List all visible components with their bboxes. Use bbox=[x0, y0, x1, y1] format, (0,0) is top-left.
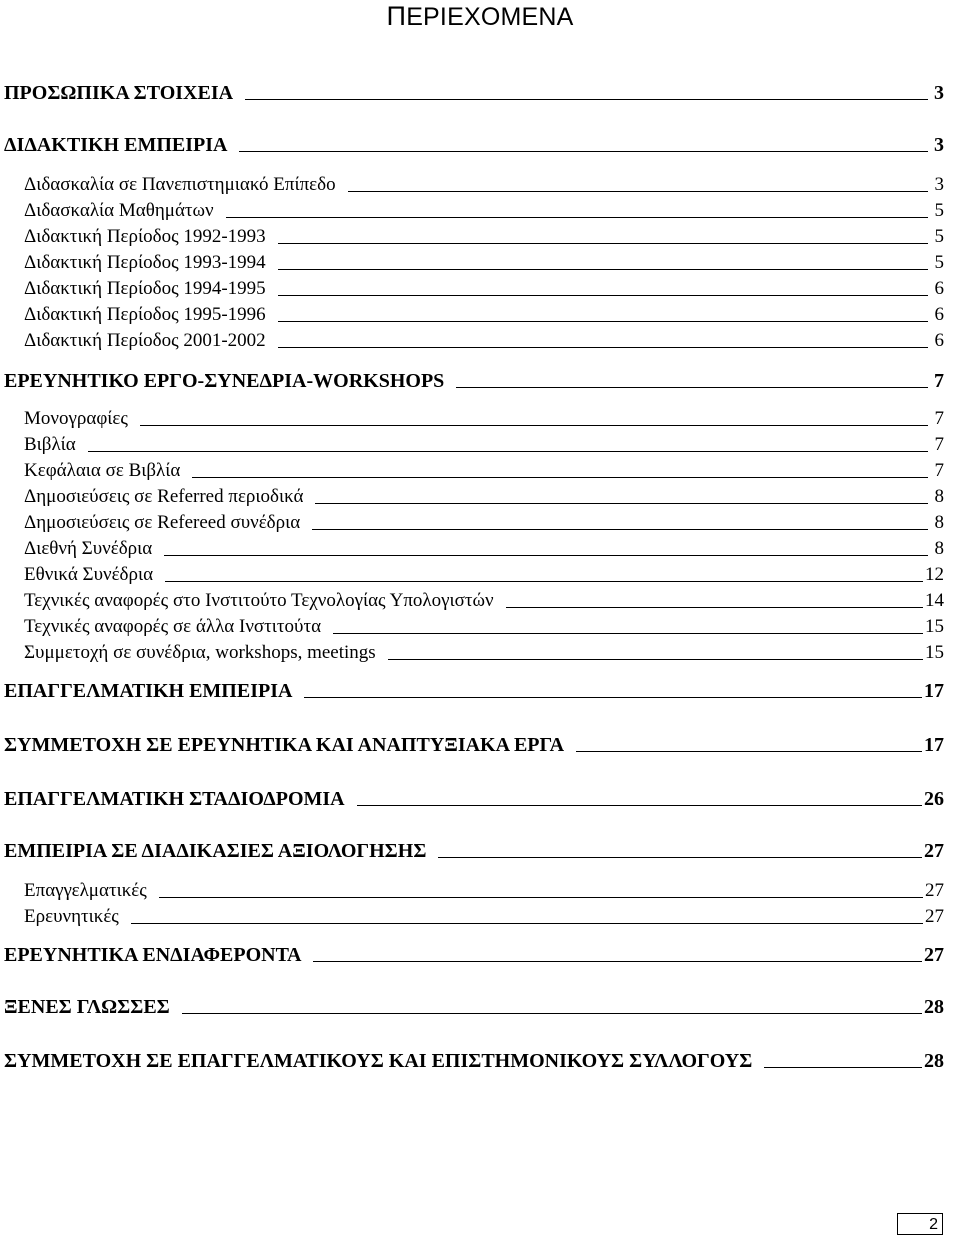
toc-leader-line bbox=[131, 923, 923, 924]
toc-entry-label: ΕΡΕΥΝΗΤΙΚΟ ΕΡΓΟ-ΣΥΝΕΔΡΙΑ-WORKSHOPS bbox=[4, 370, 445, 392]
toc-leader-line bbox=[140, 425, 928, 426]
toc-leader-line bbox=[88, 451, 928, 452]
toc-heading-entry[interactable] bbox=[4, 734, 944, 756]
toc-subentry[interactable] bbox=[24, 460, 944, 482]
toc-subentry[interactable] bbox=[24, 200, 944, 222]
toc-heading-entry[interactable] bbox=[4, 1050, 944, 1072]
toc-leader-line bbox=[333, 633, 923, 634]
toc-leader-line bbox=[278, 295, 928, 296]
toc-entry-page: 6 bbox=[934, 304, 944, 325]
toc-subentry[interactable] bbox=[24, 564, 944, 586]
toc-entry-page: 6 bbox=[934, 330, 944, 351]
toc-entry-label: Εθνικά Συνέδρια bbox=[24, 564, 154, 585]
toc-entry-page: 8 bbox=[934, 512, 944, 533]
toc-leader-line bbox=[764, 1067, 922, 1068]
toc-entry-label: Διδακτική Περίοδος 1995-1996 bbox=[24, 304, 266, 325]
toc-entry-page: 5 bbox=[934, 226, 944, 247]
toc-entry-label: ΠΡΟΣΩΠΙΚΑ ΣΤΟΙΧΕΙΑ bbox=[4, 82, 234, 104]
toc-entry-page: 15 bbox=[925, 616, 944, 637]
toc-entry-page: 3 bbox=[934, 134, 944, 156]
toc-entry-page: 3 bbox=[934, 174, 944, 195]
toc-entry-page: 17 bbox=[924, 680, 944, 702]
toc-entry-label: Δημοσιεύσεις σε Refereed συνέδρια bbox=[24, 512, 301, 533]
toc-entry-page: 3 bbox=[934, 82, 944, 104]
toc-entry-label: Διδακτική Περίοδος 2001-2002 bbox=[24, 330, 266, 351]
toc-entry-page: 5 bbox=[934, 200, 944, 221]
toc-leader-line bbox=[226, 217, 928, 218]
toc-entry-page: 17 bbox=[924, 734, 944, 756]
toc-leader-line bbox=[312, 529, 928, 530]
toc-subentry[interactable] bbox=[24, 880, 944, 902]
toc-heading-entry[interactable] bbox=[4, 840, 944, 862]
toc-entry-label: Συμμετοχή σε συνέδρια, workshops, meetings bbox=[24, 642, 376, 663]
toc-entry-label: Διδασκαλία σε Πανεπιστημιακό Επίπεδο bbox=[24, 174, 336, 195]
toc-subentry[interactable] bbox=[24, 906, 944, 928]
toc-entry-page: 28 bbox=[924, 996, 944, 1018]
toc-leader-line bbox=[278, 269, 928, 270]
toc-entry-page: 27 bbox=[925, 906, 944, 927]
page-number: 2 bbox=[897, 1213, 943, 1235]
toc-heading-entry[interactable] bbox=[4, 370, 944, 392]
toc-subentry[interactable] bbox=[24, 538, 944, 560]
toc-entry-page: 8 bbox=[934, 538, 944, 559]
toc-subentry[interactable] bbox=[24, 252, 944, 274]
page-title bbox=[0, 2, 960, 31]
toc-entry-page: 27 bbox=[925, 880, 944, 901]
toc-leader-line bbox=[182, 1013, 922, 1014]
toc-heading-entry[interactable] bbox=[4, 788, 944, 810]
toc-entry-label: ΕΜΠΕΙΡΙΑ ΣΕ ΔΙΑΔΙΚΑΣΙΕΣ ΑΞΙΟΛΟΓΗΣΗΣ bbox=[4, 840, 427, 862]
toc-subentry[interactable] bbox=[24, 434, 944, 456]
toc-subentry[interactable] bbox=[24, 642, 944, 664]
toc-subentry[interactable] bbox=[24, 174, 944, 196]
toc-leader-line bbox=[192, 477, 928, 478]
toc-entry-page: 14 bbox=[925, 590, 944, 611]
toc-subentry[interactable] bbox=[24, 278, 944, 300]
toc-entry-label: Κεφάλαια σε Βιβλία bbox=[24, 460, 181, 481]
toc-entry-page: 6 bbox=[934, 278, 944, 299]
toc-entry-label: Τεχνικές αναφορές στο Ινστιτούτο Τεχνολογίας Υπολογιστών bbox=[24, 590, 494, 611]
toc-subentry[interactable] bbox=[24, 330, 944, 352]
toc-entry-page: 7 bbox=[934, 408, 944, 429]
toc-entry-page: 7 bbox=[934, 460, 944, 481]
toc-entry-page: 27 bbox=[924, 944, 944, 966]
toc-subentry[interactable] bbox=[24, 408, 944, 430]
toc-entry-label: Διδακτική Περίοδος 1993-1994 bbox=[24, 252, 266, 273]
toc-leader-line bbox=[278, 321, 928, 322]
toc-entry-label: ΣΥΜΜΕΤΟΧΗ ΣΕ ΕΡΕΥΝΗΤΙΚΑ ΚΑΙ ΑΝΑΠΤΥΞΙΑΚΑ ΕΡΓΑ bbox=[4, 734, 565, 756]
toc-leader-line bbox=[165, 581, 923, 582]
toc-leader-line bbox=[245, 99, 928, 100]
toc-entry-page: 5 bbox=[934, 252, 944, 273]
toc-leader-line bbox=[348, 191, 928, 192]
toc-entry-page: 27 bbox=[924, 840, 944, 862]
toc-entry-label: Δημοσιεύσεις σε Referred περιοδικά bbox=[24, 486, 304, 507]
page-title-rest: ΕΡΙΕΧΟΜΕΝΑ bbox=[406, 3, 574, 31]
toc-leader-line bbox=[357, 805, 922, 806]
toc-heading-entry[interactable] bbox=[4, 996, 944, 1018]
toc-leader-line bbox=[576, 751, 922, 752]
toc-entry-label: Διδακτική Περίοδος 1992-1993 bbox=[24, 226, 266, 247]
toc-entry-page: 12 bbox=[925, 564, 944, 585]
toc-heading-entry[interactable] bbox=[4, 680, 944, 702]
toc-leader-line bbox=[456, 387, 928, 388]
toc-leader-line bbox=[164, 555, 928, 556]
toc-subentry[interactable] bbox=[24, 486, 944, 508]
toc-entry-page: 7 bbox=[934, 370, 944, 392]
toc-leader-line bbox=[159, 897, 923, 898]
toc-leader-line bbox=[278, 347, 928, 348]
toc-entry-label: Τεχνικές αναφορές σε άλλα Ινστιτούτα bbox=[24, 616, 322, 637]
toc-entry-label: Μονογραφίες bbox=[24, 408, 128, 429]
toc-heading-entry[interactable] bbox=[4, 134, 944, 156]
toc-entry-page: 7 bbox=[934, 434, 944, 455]
toc-heading-entry[interactable] bbox=[4, 944, 944, 966]
toc-subentry[interactable] bbox=[24, 226, 944, 248]
toc-entry-label: ΕΠΑΓΓΕΛΜΑΤΙΚΗ ΣΤΑΔΙΟΔΡΟΜΙΑ bbox=[4, 788, 345, 810]
toc-entry-label: Διδακτική Περίοδος 1994-1995 bbox=[24, 278, 266, 299]
page-title-initial: Π bbox=[386, 1, 407, 31]
toc-leader-line bbox=[278, 243, 928, 244]
toc-subentry[interactable] bbox=[24, 512, 944, 534]
toc-subentry[interactable] bbox=[24, 590, 944, 612]
toc-entry-label: ΕΡΕΥΝΗΤΙΚΑ ΕΝΔΙΑΦΕΡΟΝΤΑ bbox=[4, 944, 302, 966]
toc-entry-label: Βιβλία bbox=[24, 434, 76, 455]
toc-entry-page: 28 bbox=[924, 1050, 944, 1072]
toc-entry-page: 15 bbox=[925, 642, 944, 663]
toc-heading-entry[interactable] bbox=[4, 82, 944, 104]
toc-leader-line bbox=[315, 503, 928, 504]
toc-entry-label: Διδασκαλία Μαθημάτων bbox=[24, 200, 214, 221]
toc-subentry[interactable] bbox=[24, 304, 944, 326]
toc-entry-label: Ερευνητικές bbox=[24, 906, 119, 927]
toc-leader-line bbox=[388, 659, 923, 660]
toc-entry-label: ΕΠΑΓΓΕΛΜΑΤΙΚΗ ΕΜΠΕΙΡΙΑ bbox=[4, 680, 293, 702]
toc-leader-line bbox=[313, 961, 922, 962]
toc-leader-line bbox=[304, 697, 922, 698]
toc-entry-label: Επαγγελματικές bbox=[24, 880, 147, 901]
toc-leader-line bbox=[506, 607, 923, 608]
toc-entry-label: Διεθνή Συνέδρια bbox=[24, 538, 153, 559]
toc-subentry[interactable] bbox=[24, 616, 944, 638]
toc-entry-label: ΞΕΝΕΣ ΓΛΩΣΣΕΣ bbox=[4, 996, 170, 1018]
toc-entry-page: 8 bbox=[934, 486, 944, 507]
toc-leader-line bbox=[239, 151, 928, 152]
toc-entry-label: ΣΥΜΜΕΤΟΧΗ ΣΕ ΕΠΑΓΓΕΛΜΑΤΙΚΟΥΣ ΚΑΙ ΕΠΙΣΤΗΜΟΝΙΚΟΥΣ ΣΥΛΛΟΓΟΥΣ bbox=[4, 1050, 753, 1072]
toc-leader-line bbox=[438, 857, 922, 858]
toc-entry-page: 26 bbox=[924, 788, 944, 810]
toc-entry-label: ΔΙΔΑΚΤΙΚΗ ΕΜΠΕΙΡΙΑ bbox=[4, 134, 228, 156]
